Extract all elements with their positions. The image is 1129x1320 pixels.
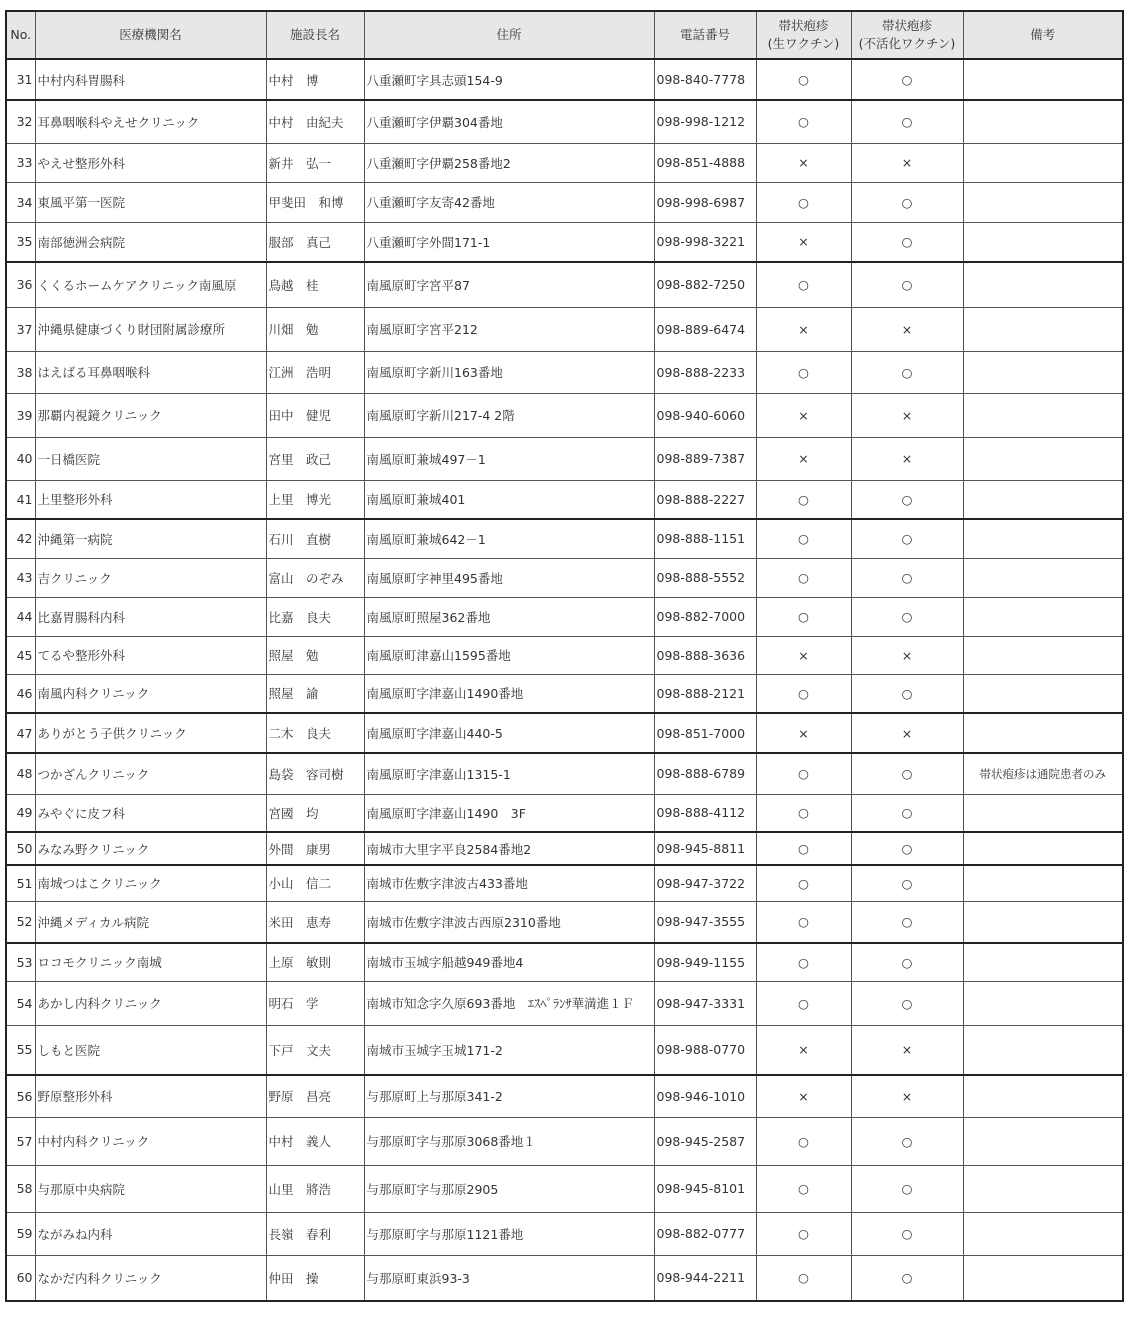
phone-number: 098-945-8811 bbox=[654, 832, 756, 865]
director-name: 田中 健児 bbox=[266, 393, 364, 437]
director-name: 甲斐田 和博 bbox=[266, 182, 364, 222]
remarks bbox=[963, 981, 1123, 1025]
address: 南風原町兼城401 bbox=[364, 480, 654, 519]
director-name: 上原 敏則 bbox=[266, 943, 364, 981]
row-number: 32 bbox=[6, 100, 35, 143]
institution-name: てるや整形外科 bbox=[35, 636, 266, 674]
institution-name: やえせ整形外科 bbox=[35, 143, 266, 182]
table-row bbox=[6, 351, 1123, 393]
row-number: 40 bbox=[6, 437, 35, 480]
director-name: 江洲 浩明 bbox=[266, 351, 364, 393]
table-row bbox=[6, 222, 1123, 262]
live-vaccine-status: ○ bbox=[756, 753, 851, 794]
table-row bbox=[6, 437, 1123, 480]
table-row bbox=[6, 981, 1123, 1025]
remarks bbox=[963, 59, 1123, 100]
address: 南風原町字宮平87 bbox=[364, 262, 654, 307]
inactivated-vaccine-status: ○ bbox=[851, 901, 963, 943]
row-number: 39 bbox=[6, 393, 35, 437]
table-row bbox=[6, 713, 1123, 753]
live-vaccine-status: ○ bbox=[756, 182, 851, 222]
inactivated-vaccine-status: × bbox=[851, 307, 963, 351]
phone-number: 098-889-7387 bbox=[654, 437, 756, 480]
live-vaccine-status: ○ bbox=[756, 981, 851, 1025]
phone-number: 098-888-1151 bbox=[654, 519, 756, 558]
header-inactivated-line1: 帯状疱疹 bbox=[881, 18, 932, 33]
director-name: 長嶺 春利 bbox=[266, 1212, 364, 1255]
row-number: 52 bbox=[6, 901, 35, 943]
address: 南風原町字津嘉山1490 3F bbox=[364, 794, 654, 832]
live-vaccine-status: ○ bbox=[756, 901, 851, 943]
table-row bbox=[6, 794, 1123, 832]
institution-name: 耳鼻咽喉科やえせクリニック bbox=[35, 100, 266, 143]
table-row bbox=[6, 832, 1123, 865]
row-number: 60 bbox=[6, 1255, 35, 1301]
phone-number: 098-947-3555 bbox=[654, 901, 756, 943]
row-number: 53 bbox=[6, 943, 35, 981]
header-director: 施設長名 bbox=[266, 11, 364, 59]
live-vaccine-status: ○ bbox=[756, 1212, 851, 1255]
table-row bbox=[6, 901, 1123, 943]
remarks bbox=[963, 713, 1123, 753]
live-vaccine-status: ○ bbox=[756, 1117, 851, 1165]
phone-number: 098-888-4112 bbox=[654, 794, 756, 832]
address: 南風原町字神里495番地 bbox=[364, 558, 654, 597]
row-number: 48 bbox=[6, 753, 35, 794]
institution-name: 中村内科クリニック bbox=[35, 1117, 266, 1165]
remarks bbox=[963, 1025, 1123, 1075]
inactivated-vaccine-status: ○ bbox=[851, 100, 963, 143]
phone-number: 098-888-3636 bbox=[654, 636, 756, 674]
table-row bbox=[6, 1165, 1123, 1212]
director-name: 山里 將浩 bbox=[266, 1165, 364, 1212]
phone-number: 098-882-7250 bbox=[654, 262, 756, 307]
phone-number: 098-945-2587 bbox=[654, 1117, 756, 1165]
director-name: 照屋 諭 bbox=[266, 674, 364, 713]
phone-number: 098-889-6474 bbox=[654, 307, 756, 351]
live-vaccine-status: ○ bbox=[756, 865, 851, 901]
institution-name: 一日橋医院 bbox=[35, 437, 266, 480]
director-name: 川畑 勉 bbox=[266, 307, 364, 351]
institution-name: 比嘉胃腸科内科 bbox=[35, 597, 266, 636]
live-vaccine-status: ○ bbox=[756, 674, 851, 713]
table-row bbox=[6, 1025, 1123, 1075]
live-vaccine-status: ○ bbox=[756, 943, 851, 981]
phone-number: 098-988-0770 bbox=[654, 1025, 756, 1075]
address: 南風原町字津嘉山1490番地 bbox=[364, 674, 654, 713]
institution-name: くくるホームケアクリニック南風原 bbox=[35, 262, 266, 307]
phone-number: 098-882-7000 bbox=[654, 597, 756, 636]
phone-number: 098-888-5552 bbox=[654, 558, 756, 597]
institution-name: 南部徳洲会病院 bbox=[35, 222, 266, 262]
institution-name: なかだ内科クリニック bbox=[35, 1255, 266, 1301]
inactivated-vaccine-status: × bbox=[851, 636, 963, 674]
row-number: 31 bbox=[6, 59, 35, 100]
remarks bbox=[963, 865, 1123, 901]
inactivated-vaccine-status: ○ bbox=[851, 981, 963, 1025]
phone-number: 098-945-8101 bbox=[654, 1165, 756, 1212]
director-name: 上里 博光 bbox=[266, 480, 364, 519]
live-vaccine-status: ○ bbox=[756, 597, 851, 636]
address: 八重瀬町字伊覇258番地2 bbox=[364, 143, 654, 182]
phone-number: 098-940-6060 bbox=[654, 393, 756, 437]
header-row bbox=[6, 11, 1123, 59]
institution-name: 南風内科クリニック bbox=[35, 674, 266, 713]
remarks bbox=[963, 558, 1123, 597]
institution-name: 吉クリニック bbox=[35, 558, 266, 597]
remarks bbox=[963, 143, 1123, 182]
address: 与那原町上与那原341-2 bbox=[364, 1075, 654, 1117]
live-vaccine-status: × bbox=[756, 713, 851, 753]
address: 南風原町兼城642－1 bbox=[364, 519, 654, 558]
institution-name: 沖縄メディカル病院 bbox=[35, 901, 266, 943]
remarks bbox=[963, 943, 1123, 981]
director-name: 石川 直樹 bbox=[266, 519, 364, 558]
row-number: 57 bbox=[6, 1117, 35, 1165]
institution-name: 中村内科胃腸科 bbox=[35, 59, 266, 100]
institution-name: 上里整形外科 bbox=[35, 480, 266, 519]
table-row bbox=[6, 1212, 1123, 1255]
phone-number: 098-947-3331 bbox=[654, 981, 756, 1025]
remarks bbox=[963, 901, 1123, 943]
remarks bbox=[963, 100, 1123, 143]
institution-name: みなみ野クリニック bbox=[35, 832, 266, 865]
inactivated-vaccine-status: × bbox=[851, 393, 963, 437]
phone-number: 098-888-6789 bbox=[654, 753, 756, 794]
institution-name: はえばる耳鼻咽喉科 bbox=[35, 351, 266, 393]
table-row bbox=[6, 100, 1123, 143]
address: 与那原町字与那原3068番地１ bbox=[364, 1117, 654, 1165]
table-row bbox=[6, 943, 1123, 981]
row-number: 43 bbox=[6, 558, 35, 597]
address: 南風原町兼城497－1 bbox=[364, 437, 654, 480]
table-row bbox=[6, 674, 1123, 713]
remarks bbox=[963, 182, 1123, 222]
row-number: 34 bbox=[6, 182, 35, 222]
institution-name: ありがとう子供クリニック bbox=[35, 713, 266, 753]
director-name: 服部 真己 bbox=[266, 222, 364, 262]
table-row bbox=[6, 182, 1123, 222]
phone-number: 098-998-3221 bbox=[654, 222, 756, 262]
remarks bbox=[963, 437, 1123, 480]
phone-number: 098-851-7000 bbox=[654, 713, 756, 753]
director-name: 中村 義人 bbox=[266, 1117, 364, 1165]
remarks bbox=[963, 636, 1123, 674]
table-row bbox=[6, 393, 1123, 437]
live-vaccine-status: × bbox=[756, 393, 851, 437]
live-vaccine-status: × bbox=[756, 636, 851, 674]
header-remarks: 備考 bbox=[963, 11, 1123, 59]
header-live-vaccine bbox=[756, 11, 851, 59]
row-number: 51 bbox=[6, 865, 35, 901]
inactivated-vaccine-status: ○ bbox=[851, 1212, 963, 1255]
remarks bbox=[963, 519, 1123, 558]
remarks bbox=[963, 307, 1123, 351]
remarks bbox=[963, 480, 1123, 519]
address: 与那原町字与那原1121番地 bbox=[364, 1212, 654, 1255]
live-vaccine-status: ○ bbox=[756, 100, 851, 143]
live-vaccine-status: × bbox=[756, 307, 851, 351]
institution-name: しもと医院 bbox=[35, 1025, 266, 1075]
institution-name: 南城つはこクリニック bbox=[35, 865, 266, 901]
inactivated-vaccine-status: × bbox=[851, 713, 963, 753]
address: 南城市佐敷字津波古西原2310番地 bbox=[364, 901, 654, 943]
institution-name: あかし内科クリニック bbox=[35, 981, 266, 1025]
row-number: 35 bbox=[6, 222, 35, 262]
row-number: 54 bbox=[6, 981, 35, 1025]
phone-number: 098-944-2211 bbox=[654, 1255, 756, 1301]
live-vaccine-status: ○ bbox=[756, 794, 851, 832]
director-name: 外間 康男 bbox=[266, 832, 364, 865]
inactivated-vaccine-status: ○ bbox=[851, 1255, 963, 1301]
institution-name: 野原整形外科 bbox=[35, 1075, 266, 1117]
phone-number: 098-888-2233 bbox=[654, 351, 756, 393]
director-name: 明石 学 bbox=[266, 981, 364, 1025]
row-number: 58 bbox=[6, 1165, 35, 1212]
live-vaccine-status: ○ bbox=[756, 558, 851, 597]
live-vaccine-status: ○ bbox=[756, 262, 851, 307]
inactivated-vaccine-status: ○ bbox=[851, 943, 963, 981]
table-row bbox=[6, 865, 1123, 901]
inactivated-vaccine-status: ○ bbox=[851, 753, 963, 794]
director-name: 野原 昌亮 bbox=[266, 1075, 364, 1117]
phone-number: 098-882-0777 bbox=[654, 1212, 756, 1255]
table-row bbox=[6, 597, 1123, 636]
institution-name: みやぐに皮フ科 bbox=[35, 794, 266, 832]
phone-number: 098-888-2227 bbox=[654, 480, 756, 519]
live-vaccine-status: ○ bbox=[756, 832, 851, 865]
inactivated-vaccine-status: × bbox=[851, 437, 963, 480]
table-row bbox=[6, 519, 1123, 558]
remarks bbox=[963, 1117, 1123, 1165]
address: 南風原町字津嘉山440-5 bbox=[364, 713, 654, 753]
director-name: 島袋 容司樹 bbox=[266, 753, 364, 794]
institution-name: 東風平第一医院 bbox=[35, 182, 266, 222]
inactivated-vaccine-status: ○ bbox=[851, 262, 963, 307]
inactivated-vaccine-status: × bbox=[851, 1075, 963, 1117]
header-institution: 医療機関名 bbox=[35, 11, 266, 59]
header-live-line1: 帯状疱疹 bbox=[778, 18, 829, 33]
director-name: 二木 良夫 bbox=[266, 713, 364, 753]
table-row bbox=[6, 143, 1123, 182]
table-row bbox=[6, 262, 1123, 307]
director-name: 比嘉 良夫 bbox=[266, 597, 364, 636]
table-row bbox=[6, 307, 1123, 351]
institution-name: つかざんクリニック bbox=[35, 753, 266, 794]
row-number: 49 bbox=[6, 794, 35, 832]
header-inactivated-line2: (不活化ワクチン) bbox=[858, 36, 956, 51]
inactivated-vaccine-status: ○ bbox=[851, 351, 963, 393]
row-number: 45 bbox=[6, 636, 35, 674]
address: 与那原町東浜93-3 bbox=[364, 1255, 654, 1301]
remarks: 帯状疱疹は通院患者のみ bbox=[963, 753, 1123, 794]
remarks bbox=[963, 351, 1123, 393]
phone-number: 098-851-4888 bbox=[654, 143, 756, 182]
table-row bbox=[6, 1117, 1123, 1165]
director-name: 米田 恵寿 bbox=[266, 901, 364, 943]
row-number: 37 bbox=[6, 307, 35, 351]
address: 南風原町字津嘉山1315-1 bbox=[364, 753, 654, 794]
remarks bbox=[963, 1075, 1123, 1117]
inactivated-vaccine-status: ○ bbox=[851, 865, 963, 901]
address: 南風原町字新川163番地 bbox=[364, 351, 654, 393]
live-vaccine-status: ○ bbox=[756, 1255, 851, 1301]
inactivated-vaccine-status: ○ bbox=[851, 1165, 963, 1212]
remarks bbox=[963, 222, 1123, 262]
inactivated-vaccine-status: ○ bbox=[851, 558, 963, 597]
live-vaccine-status: × bbox=[756, 1075, 851, 1117]
institution-name: ロコモクリニック南城 bbox=[35, 943, 266, 981]
address: 与那原町字与那原2905 bbox=[364, 1165, 654, 1212]
address: 南城市知念字久原693番地 ｴｽﾍﾟﾗﾝｻ華満進１Ｆ bbox=[364, 981, 654, 1025]
remarks bbox=[963, 1212, 1123, 1255]
address: 南城市玉城字船越949番地4 bbox=[364, 943, 654, 981]
inactivated-vaccine-status: ○ bbox=[851, 519, 963, 558]
inactivated-vaccine-status: × bbox=[851, 143, 963, 182]
inactivated-vaccine-status: ○ bbox=[851, 59, 963, 100]
table-row bbox=[6, 1255, 1123, 1301]
inactivated-vaccine-status: ○ bbox=[851, 597, 963, 636]
inactivated-vaccine-status: ○ bbox=[851, 182, 963, 222]
inactivated-vaccine-status: × bbox=[851, 1025, 963, 1075]
director-name: 小山 信二 bbox=[266, 865, 364, 901]
row-number: 47 bbox=[6, 713, 35, 753]
inactivated-vaccine-status: ○ bbox=[851, 674, 963, 713]
director-name: 富山 のぞみ bbox=[266, 558, 364, 597]
remarks bbox=[963, 1255, 1123, 1301]
table-row bbox=[6, 558, 1123, 597]
table-row bbox=[6, 480, 1123, 519]
table-row bbox=[6, 59, 1123, 100]
inactivated-vaccine-status: ○ bbox=[851, 222, 963, 262]
row-number: 44 bbox=[6, 597, 35, 636]
address: 南風原町字新川217-4 2階 bbox=[364, 393, 654, 437]
address: 南風原町字宮平212 bbox=[364, 307, 654, 351]
remarks bbox=[963, 262, 1123, 307]
director-name: 仲田 操 bbox=[266, 1255, 364, 1301]
director-name: 下戸 文夫 bbox=[266, 1025, 364, 1075]
clinic-table bbox=[5, 10, 1124, 1302]
director-name: 中村 博 bbox=[266, 59, 364, 100]
inactivated-vaccine-status: ○ bbox=[851, 480, 963, 519]
live-vaccine-status: × bbox=[756, 222, 851, 262]
director-name: 新井 弘一 bbox=[266, 143, 364, 182]
live-vaccine-status: ○ bbox=[756, 59, 851, 100]
live-vaccine-status: ○ bbox=[756, 351, 851, 393]
table-row bbox=[6, 753, 1123, 794]
row-number: 55 bbox=[6, 1025, 35, 1075]
address: 南風原町照屋362番地 bbox=[364, 597, 654, 636]
remarks bbox=[963, 393, 1123, 437]
address: 南城市大里字平良2584番地2 bbox=[364, 832, 654, 865]
remarks bbox=[963, 832, 1123, 865]
row-number: 41 bbox=[6, 480, 35, 519]
address: 八重瀬町字外間171-1 bbox=[364, 222, 654, 262]
phone-number: 098-947-3722 bbox=[654, 865, 756, 901]
inactivated-vaccine-status: ○ bbox=[851, 832, 963, 865]
director-name: 中村 由紀夫 bbox=[266, 100, 364, 143]
phone-number: 098-998-1212 bbox=[654, 100, 756, 143]
inactivated-vaccine-status: ○ bbox=[851, 1117, 963, 1165]
remarks bbox=[963, 597, 1123, 636]
header-no: No. bbox=[6, 11, 35, 59]
address: 八重瀬町字具志頭154-9 bbox=[364, 59, 654, 100]
row-number: 33 bbox=[6, 143, 35, 182]
inactivated-vaccine-status: ○ bbox=[851, 794, 963, 832]
header-address: 住所 bbox=[364, 11, 654, 59]
row-number: 42 bbox=[6, 519, 35, 558]
phone-number: 098-998-6987 bbox=[654, 182, 756, 222]
phone-number: 098-888-2121 bbox=[654, 674, 756, 713]
director-name: 鳥越 桂 bbox=[266, 262, 364, 307]
table-row bbox=[6, 636, 1123, 674]
director-name: 照屋 勉 bbox=[266, 636, 364, 674]
live-vaccine-status: × bbox=[756, 437, 851, 480]
live-vaccine-status: × bbox=[756, 143, 851, 182]
row-number: 59 bbox=[6, 1212, 35, 1255]
address: 南城市佐敷字津波古433番地 bbox=[364, 865, 654, 901]
phone-number: 098-949-1155 bbox=[654, 943, 756, 981]
row-number: 50 bbox=[6, 832, 35, 865]
live-vaccine-status: × bbox=[756, 1025, 851, 1075]
live-vaccine-status: ○ bbox=[756, 1165, 851, 1212]
header-inactivated-vaccine bbox=[851, 11, 963, 59]
address: 南城市玉城字玉城171-2 bbox=[364, 1025, 654, 1075]
row-number: 38 bbox=[6, 351, 35, 393]
phone-number: 098-840-7778 bbox=[654, 59, 756, 100]
address: 八重瀬町字友寄42番地 bbox=[364, 182, 654, 222]
institution-name: 那覇内視鏡クリニック bbox=[35, 393, 266, 437]
header-live-line2: (生ワクチン) bbox=[767, 36, 840, 51]
row-number: 56 bbox=[6, 1075, 35, 1117]
institution-name: 与那原中央病院 bbox=[35, 1165, 266, 1212]
phone-number: 098-946-1010 bbox=[654, 1075, 756, 1117]
director-name: 宮里 政己 bbox=[266, 437, 364, 480]
row-number: 46 bbox=[6, 674, 35, 713]
institution-name: 沖縄県健康づくり財団附属診療所 bbox=[35, 307, 266, 351]
institution-name: ながみね内科 bbox=[35, 1212, 266, 1255]
header-phone: 電話番号 bbox=[654, 11, 756, 59]
table-row bbox=[6, 1075, 1123, 1117]
director-name: 宮國 均 bbox=[266, 794, 364, 832]
address: 八重瀬町字伊覇304番地 bbox=[364, 100, 654, 143]
address: 南風原町津嘉山1595番地 bbox=[364, 636, 654, 674]
remarks bbox=[963, 1165, 1123, 1212]
live-vaccine-status: ○ bbox=[756, 519, 851, 558]
row-number: 36 bbox=[6, 262, 35, 307]
live-vaccine-status: ○ bbox=[756, 480, 851, 519]
remarks bbox=[963, 794, 1123, 832]
institution-name: 沖縄第一病院 bbox=[35, 519, 266, 558]
remarks bbox=[963, 674, 1123, 713]
